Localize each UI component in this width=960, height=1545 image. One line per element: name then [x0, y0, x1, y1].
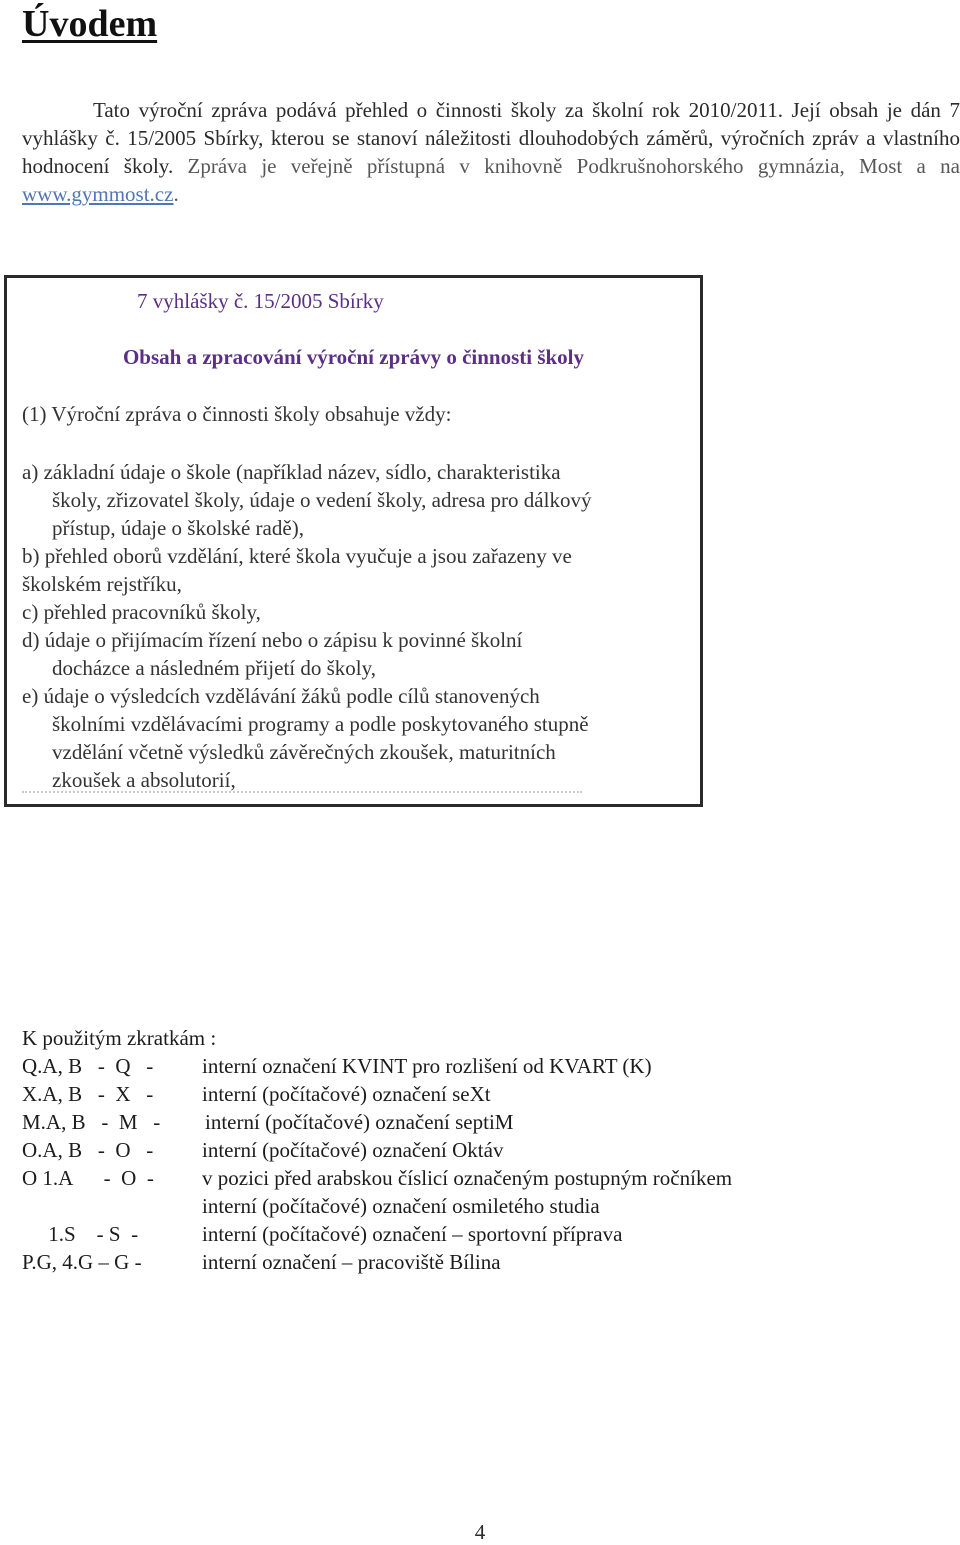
excerpt-line: školy, zřizovatel školy, údaje o vedení školy, adresa pro dálkový: [52, 488, 592, 512]
abbreviation-desc: interní označení KVINT pro rozlišení od KVART (K): [202, 1054, 652, 1078]
abbreviation-desc: v pozici před arabskou číslicí označeným postupným ročníkem: [202, 1166, 733, 1190]
abbreviation-desc: interní (počítačové) označení – sportovní příprava: [202, 1222, 623, 1246]
intro-end: .: [173, 182, 179, 206]
excerpt-line: vzdělání včetně výsledků závěrečných zkoušek, maturitních: [52, 740, 556, 764]
excerpt-line: docházce a následném přijetí do školy,: [52, 656, 377, 680]
regulation-excerpt-box: [4, 275, 703, 807]
abbreviation-code: O 1.A - O -: [22, 1166, 154, 1190]
excerpt-line: školními vzdělávacími programy a podle poskytovaného stupně: [52, 712, 589, 736]
abbreviation-desc: interní (počítačové) označení seXt: [202, 1082, 491, 1106]
excerpt-line: c) přehled pracovníků školy,: [22, 600, 261, 624]
excerpt-subtitle: Obsah a zpracování výroční zprávy o činnosti školy: [122, 345, 585, 369]
abbreviation-row: [22, 1052, 952, 1080]
abbreviation-row: [22, 1080, 952, 1108]
abbreviation-desc: interní (počítačové) označení osmiletého studia: [202, 1194, 600, 1218]
abbreviation-code: M.A, B - M -: [22, 1110, 161, 1134]
excerpt-line: d) údaje o přijímacím řízení nebo o zápisu k povinné školní: [22, 628, 523, 652]
excerpt-line: školském rejstříku,: [22, 572, 182, 596]
excerpt-lead: (1) Výroční zpráva o činnosti školy obsahuje vždy:: [22, 402, 452, 426]
abbreviation-row: [22, 1108, 952, 1136]
abbreviation-code: 1.S - S -: [22, 1222, 139, 1246]
abbreviation-row: [22, 1220, 952, 1248]
excerpt-line: a) základní údaje o škole (například název, sídlo, charakteristika: [22, 460, 561, 484]
abbreviation-row: [22, 1192, 952, 1220]
page-heading: Úvodem: [22, 3, 158, 45]
abbreviation-code: Q.A, B - Q -: [22, 1054, 154, 1078]
abbreviation-code: P.G, 4.G – G -: [22, 1250, 142, 1274]
intro-text-2: Zpráva je veřejně přístupná v knihovně Podkrušnohorského gymnázia, Most a na: [187, 154, 960, 178]
cut-off-text-edge: [22, 791, 582, 796]
abbreviation-row: [22, 1136, 952, 1164]
abbreviations-title: K použitým zkratkám :: [22, 1026, 217, 1050]
section-title: 7 vyhlášky č. 15/2005 Sbírky: [137, 289, 384, 313]
abbreviation-row: [22, 1164, 952, 1192]
intro-paragraph: [22, 96, 960, 208]
excerpt-line: e) údaje o výsledcích vzdělávání žáků podle cílů stanovených: [22, 684, 540, 708]
excerpt-line: b) přehled oborů vzdělání, které škola vyučuje a jsou zařazeny ve: [22, 544, 572, 568]
website-link[interactable]: www.gymmost.cz: [22, 182, 174, 206]
excerpt-line: zkoušek a absolutorií,: [52, 768, 236, 792]
abbreviation-row: [22, 1248, 952, 1276]
abbreviation-code: O.A, B - O -: [22, 1138, 154, 1162]
excerpt-line: přístup, údaje o školské radě),: [52, 516, 304, 540]
abbreviation-code: X.A, B - X -: [22, 1082, 154, 1106]
abbreviation-desc: interní (počítačové) označení Oktáv: [202, 1138, 504, 1162]
intro-text-1: Tato výroční zpráva podává přehled o činnosti školy za školní rok 2010/2011. Její obsah je dán 7 vyhlášky č. 15/2005 Sbírky, kterou se stanoví náležitosti dlouhodobých záměrů, výročních zpráv a vlastního hodnocení školy.: [22, 98, 960, 178]
abbreviation-desc: interní (počítačové) označení septiM: [205, 1110, 514, 1134]
excerpt-items: [22, 458, 702, 794]
abbreviations-section: [22, 1024, 952, 1276]
abbreviation-desc: interní označení – pracoviště Bílina: [202, 1250, 501, 1274]
page-number: 4: [474, 1520, 486, 1544]
